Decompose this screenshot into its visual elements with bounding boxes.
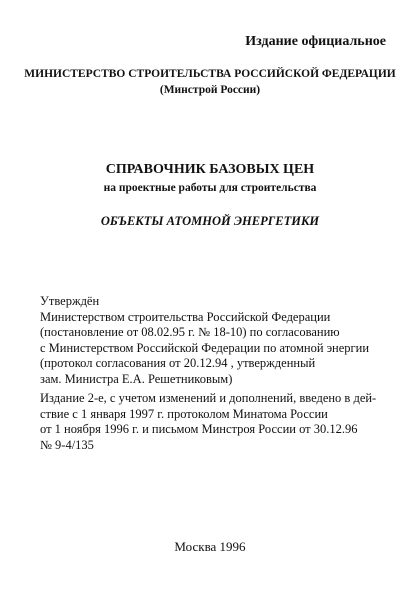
ministry-block [0, 66, 420, 98]
edition-note-line: ствие с 1 января 1997 г. протоколом Минатома России [40, 406, 328, 421]
approval-line: (постановление от 08.02.95 г. № 18-10) по согласованию [40, 325, 340, 340]
approval-line: с Министерством Российской Федерации по атомной энергии [40, 340, 370, 355]
approval-line: зам. Министра Е.А. Решетниковым) [40, 371, 233, 386]
document-title: СПРАВОЧНИК БАЗОВЫХ ЦЕН [105, 162, 315, 177]
ministry-name: МИНИСТЕРСТВО СТРОИТЕЛЬСТВА РОССИЙСКОЙ ФЕДЕРАЦИИ [24, 68, 396, 80]
city-year: Москва 1996 [174, 539, 246, 554]
edition-label: Издание официальное [245, 34, 386, 49]
edition-note-line: от 1 ноября 1996 г. и письмом Минстроя России от 30.12.96 [40, 422, 358, 437]
edition-note-line: № 9-4/135 [40, 437, 94, 452]
edition-note-block [40, 391, 376, 453]
document-subtitle: на проектные работы для строительства [103, 182, 317, 194]
edition-note-line: Издание 2-е, с учетом изменений и дополнений, введено в дей- [40, 391, 377, 405]
approval-line: Министерством строительства Российской Федерации [40, 309, 331, 324]
approval-line: Утверждён [40, 294, 100, 308]
approval-line: (протокол согласования от 20.12.94 , утвержденный [40, 356, 316, 371]
approval-block [40, 294, 369, 388]
ministry-short-name: (Минстрой России) [159, 84, 261, 96]
document-object-title: ОБЪЕКТЫ АТОМНОЙ ЭНЕРГЕТИКИ [100, 214, 320, 228]
